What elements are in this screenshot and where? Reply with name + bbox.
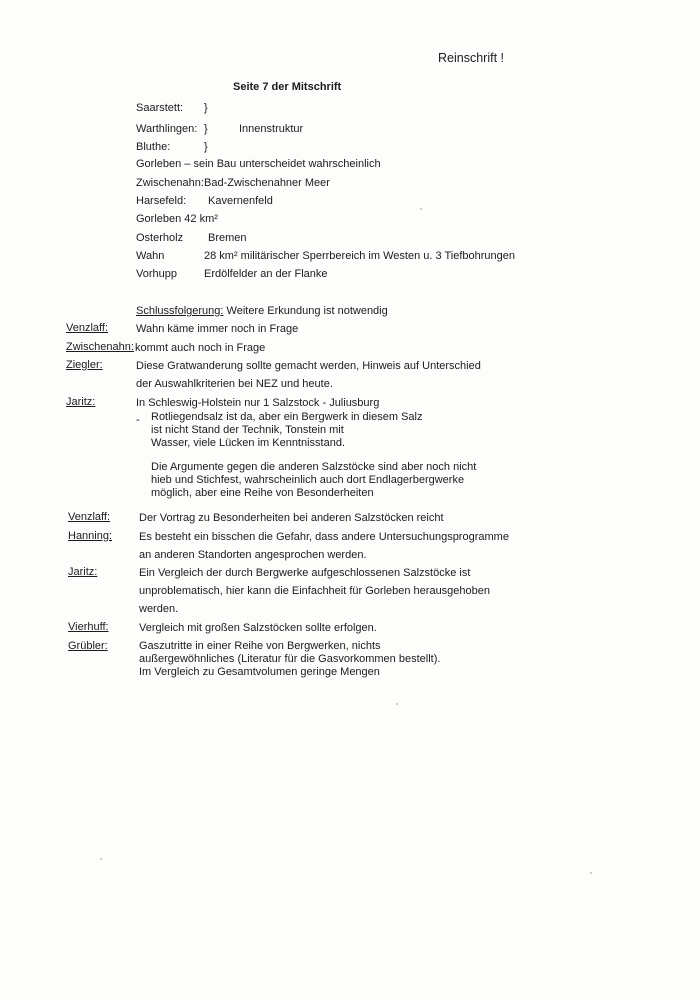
conclusion bbox=[136, 304, 388, 318]
speaker-venzlaff: Venzlaff: bbox=[68, 511, 110, 523]
place-name: Harsefeld: bbox=[136, 195, 187, 207]
site-name: Bluthe: bbox=[136, 141, 171, 153]
place-value: Bad-Zwischenahner Meer bbox=[204, 177, 330, 189]
statement-line: Es besteht ein bisschen die Gefahr, dass andere Untersuchungsprogramme bbox=[139, 531, 509, 543]
scan-speck bbox=[396, 703, 398, 705]
speaker-jaritz: Jaritz: bbox=[66, 396, 96, 408]
place-name: Wahn bbox=[136, 250, 165, 262]
site-name: Saarstett: bbox=[136, 102, 184, 114]
bracket: } bbox=[204, 141, 208, 153]
speaker-gruebler: Grübler: bbox=[68, 640, 108, 652]
site-name: Warthlingen: bbox=[136, 123, 198, 135]
paragraph-line: Die Argumente gegen die anderen Salzstöcke sind aber noch nicht bbox=[151, 461, 477, 473]
bullet-dash: - bbox=[136, 414, 140, 426]
statement-line: Diese Gratwanderung sollte gemacht werden, Hinweis auf Unterschied bbox=[136, 360, 481, 372]
speaker-zwischenahn: Zwischenahn: bbox=[66, 341, 134, 353]
statement-line: der Auswahlkriterien bei NEZ und heute. bbox=[136, 378, 333, 390]
speaker-jaritz: Jaritz: bbox=[68, 566, 98, 578]
speaker-hanning: Hanning: bbox=[68, 530, 113, 542]
bracket: } bbox=[204, 123, 208, 135]
statement-line: Wahn käme immer noch in Frage bbox=[136, 323, 299, 335]
reinschrift-stamp: Reinschrift ! bbox=[438, 51, 504, 65]
statement-line: In Schleswig-Holstein nur 1 Salzstock - Juliusburg bbox=[136, 397, 380, 409]
place-name: Gorleben 42 km² bbox=[136, 213, 218, 225]
place-name: Osterholz bbox=[136, 232, 184, 244]
paragraph-line: hieb und Stichfest, wahrscheinlich auch dort Endlagerbergwerke bbox=[151, 474, 465, 486]
bullet-line: Rotliegendsalz ist da, aber ein Bergwerk in diesem Salz bbox=[151, 411, 423, 423]
site-note: Innenstruktur bbox=[239, 123, 304, 135]
gorleben-line: Gorleben – sein Bau unterscheidet wahrscheinlich bbox=[136, 158, 381, 170]
place-value: Kavernenfeld bbox=[208, 195, 273, 207]
place-value: 28 km² militärischer Sperrbereich im Westen u. 3 Tiefbohrungen bbox=[204, 250, 515, 262]
bullet-line: Wasser, viele Lücken im Kenntnisstand. bbox=[151, 437, 346, 449]
speaker-ziegler: Ziegler: bbox=[66, 359, 103, 371]
speaker-venzlaff: Venzlaff: bbox=[66, 322, 108, 334]
statement-line: Vergleich mit großen Salzstöcken sollte erfolgen. bbox=[139, 622, 377, 634]
statement-line: Der Vortrag zu Besonderheiten bei anderen Salzstöcken reicht bbox=[139, 512, 444, 524]
scan-speck bbox=[590, 872, 592, 874]
page-title: Seite 7 der Mitschrift bbox=[233, 81, 342, 93]
bullet-line: ist nicht Stand der Technik, Tonstein mit bbox=[151, 424, 344, 436]
scan-speck bbox=[100, 858, 102, 860]
speaker-vierhuff: Vierhuff: bbox=[68, 621, 109, 633]
place-value: Bremen bbox=[208, 232, 247, 244]
statement-line: außergewöhnliches (Literatur für die Gasvorkommen bestellt). bbox=[139, 653, 441, 665]
bracket: } bbox=[204, 102, 208, 114]
paragraph-line: möglich, aber eine Reihe von Besonderheiten bbox=[151, 487, 374, 499]
place-value: Erdölfelder an der Flanke bbox=[204, 268, 328, 280]
statement-line: Gaszutritte in einer Reihe von Bergwerken, nichts bbox=[139, 640, 381, 652]
statement-line: unproblematisch, hier kann die Einfachheit für Gorleben herausgehoben bbox=[139, 585, 491, 597]
statement-line: werden. bbox=[139, 603, 179, 615]
statement-line: Ein Vergleich der durch Bergwerke aufgeschlossenen Salzstöcke ist bbox=[139, 567, 471, 579]
conclusion-label: Schlussfolgerung: bbox=[136, 305, 224, 317]
statement-line: kommt auch noch in Frage bbox=[135, 342, 266, 354]
place-name: Vorhupp bbox=[136, 268, 177, 280]
conclusion-text: Weitere Erkundung ist notwendig bbox=[226, 305, 388, 317]
scan-speck bbox=[420, 208, 422, 210]
statement-line: Im Vergleich zu Gesamtvolumen geringe Mengen bbox=[139, 666, 380, 678]
place-name: Zwischenahn: bbox=[136, 177, 204, 189]
statement-line: an anderen Standorten angesprochen werden. bbox=[139, 549, 367, 561]
